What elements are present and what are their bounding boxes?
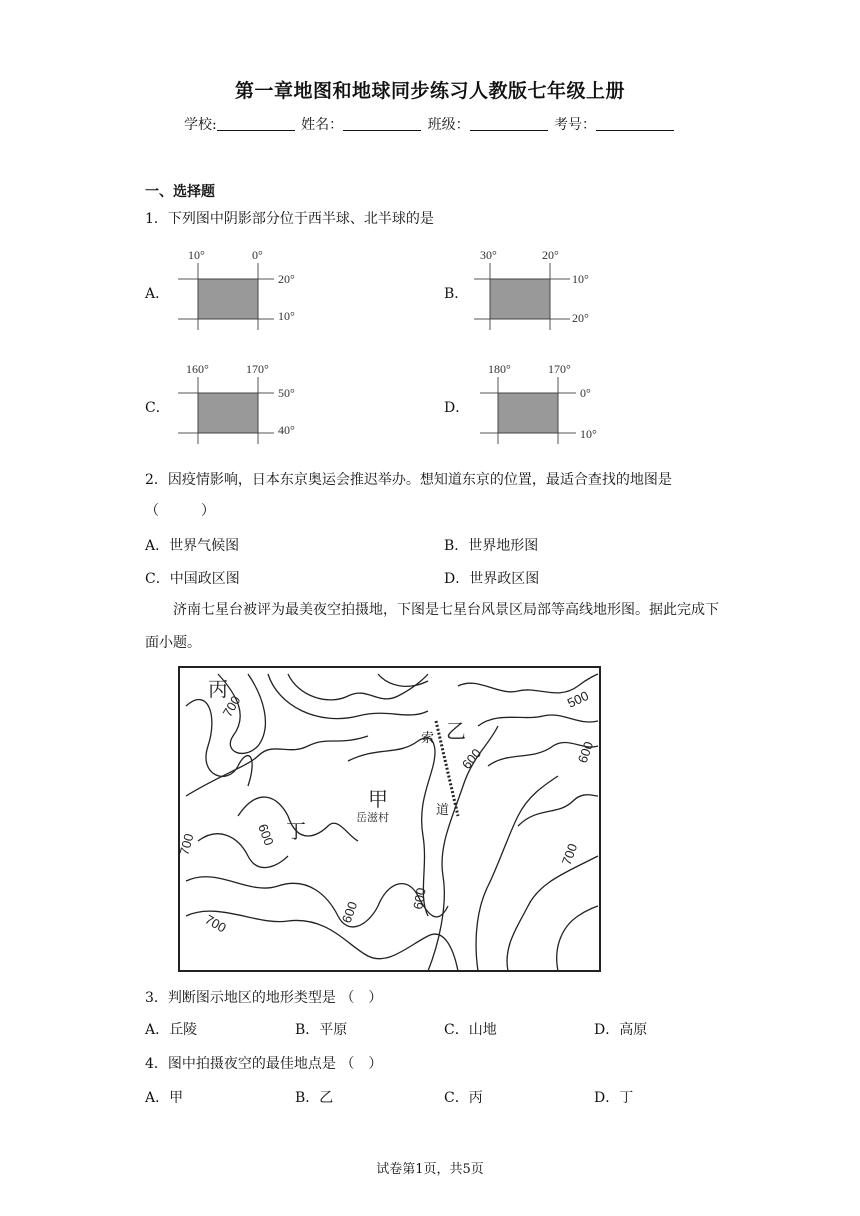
q3-option-a: A．丘陵: [145, 1022, 198, 1038]
q1b-right-bottom: 20°: [572, 311, 589, 325]
q1d-right-top: 0°: [580, 386, 591, 400]
q4-option-a: A．甲: [145, 1090, 184, 1106]
contour-map: [178, 666, 602, 978]
name-label: 姓名：: [301, 117, 344, 133]
map-label-dao: 道: [436, 802, 450, 817]
q1c-top-right: 170°: [246, 362, 269, 376]
contour-label-700a: 700: [219, 693, 244, 720]
q3-option-b: B．平原: [295, 1022, 348, 1038]
contour-label-600d: 600: [338, 899, 361, 926]
q3-option-c: C．山地: [444, 1022, 497, 1038]
q2-option-a: A．世界气候图: [145, 538, 240, 554]
q1a-top-left: 10°: [188, 248, 205, 262]
q1b-right-top: 10°: [572, 272, 589, 286]
school-blank: [217, 116, 295, 131]
q1-option-d-diagram: [480, 360, 610, 448]
question-2: 2．因疫情影响，日本东京奥运会推迟举办。想知道东京的位置，最适合查找的地图是: [145, 472, 672, 488]
page-footer: 试卷第1页，共5页: [376, 1162, 484, 1177]
class-blank: [470, 116, 548, 131]
q2-option-d: D．世界政区图: [444, 571, 540, 587]
q1-option-a-diagram: [178, 246, 308, 334]
q1b-top-left: 30°: [480, 248, 497, 262]
contour-label-700b: 700: [178, 831, 197, 857]
q1-option-a-label: A．: [145, 286, 170, 302]
contour-label-700c: 700: [558, 841, 581, 868]
q4-option-c: C．丙: [444, 1090, 483, 1106]
school-label: 学校:: [183, 117, 217, 133]
q1b-top-right: 20°: [542, 248, 559, 262]
contour-label-700d: 700: [202, 911, 229, 936]
contour-label-600e: 600: [410, 886, 429, 911]
q1d-top-right: 170°: [548, 362, 571, 376]
contour-label-600b: 600: [574, 739, 597, 766]
q3-option-d: D．高原: [594, 1022, 648, 1038]
map-label-bing: 丙: [208, 679, 228, 701]
question-4: 4．图中拍摄夜空的最佳地点是 （ ）: [145, 1056, 383, 1072]
question-1: 1．下列图中阴影部分位于西半球、北半球的是: [145, 211, 434, 227]
q4-option-d: D．丁: [594, 1090, 634, 1106]
contour-label-600c: 600: [255, 821, 277, 848]
q1a-top-right: 0°: [252, 248, 263, 262]
page-title: 第一章地图和地球同步练习人教版七年级上册: [234, 80, 625, 102]
q1-option-d-label: D．: [444, 400, 470, 416]
q2-option-c: C．中国政区图: [145, 571, 240, 587]
contour-label-600a: 600: [458, 745, 485, 772]
q1c-right-top: 50°: [278, 386, 295, 400]
question-3: 3．判断图示地区的地形类型是 （ ）: [145, 990, 383, 1006]
map-label-ding: 丁: [286, 821, 306, 843]
q1a-right-bottom: 10°: [278, 309, 295, 323]
section-heading: 一、选择题: [145, 184, 215, 200]
q1-option-b-label: B．: [444, 286, 469, 302]
student-info-line: [0, 114, 860, 134]
q2-option-b: B．世界地形图: [444, 538, 539, 554]
exam-number-label: 考号：: [554, 117, 597, 133]
class-label: 班级：: [427, 117, 470, 133]
q1a-right-top: 20°: [278, 272, 295, 286]
q4-option-b: B．乙: [295, 1090, 334, 1106]
q1-option-c-diagram: [178, 360, 308, 448]
q1d-right-bottom: 10°: [580, 427, 597, 441]
map-label-jia: 甲: [368, 789, 388, 811]
map-label-yi: 乙: [446, 721, 466, 743]
contour-label-500: 500: [564, 687, 591, 711]
map-label-suo: 索: [421, 730, 435, 745]
passage-text: 济南七星台被评为最美夜空拍摄地，下图是七星台风景区局部等高线地形图。据此完成下面小题。: [145, 602, 719, 651]
name-blank: [343, 116, 421, 131]
q1c-top-left: 160°: [186, 362, 209, 376]
q1c-right-bottom: 40°: [278, 423, 295, 437]
q1-option-c-label: C．: [145, 400, 170, 416]
q1-option-b-diagram: [474, 246, 604, 334]
map-label-village: 岳滋村: [356, 812, 389, 824]
q1d-top-left: 180°: [488, 362, 511, 376]
question-2-bracket: （ ）: [145, 503, 215, 519]
exam-number-blank: [596, 116, 674, 131]
